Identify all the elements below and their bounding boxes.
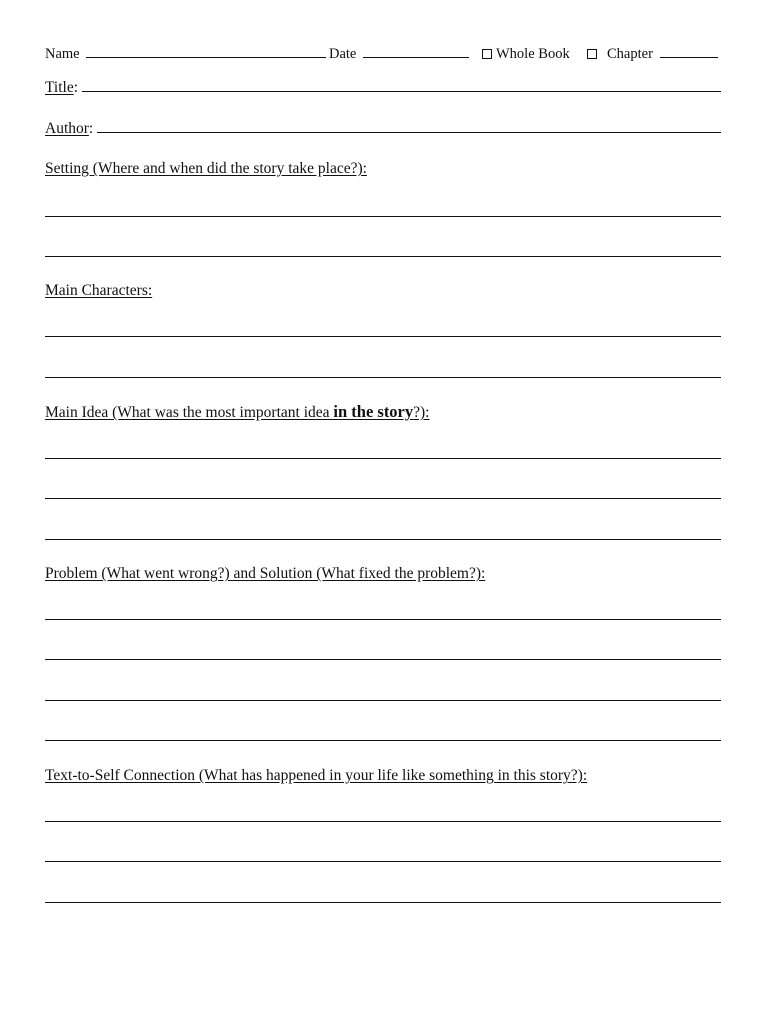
main-idea-answer-line[interactable] — [45, 458, 721, 459]
connection-prompt: Text-to-Self Connection (What has happened in your life like something in this story?): — [45, 767, 588, 784]
setting-answer-line[interactable] — [45, 216, 721, 217]
header-row — [45, 44, 721, 64]
characters-answer-line[interactable] — [45, 377, 721, 378]
main-idea-answer-line[interactable] — [45, 498, 721, 499]
main-idea-prompt-end: ?): — [413, 404, 430, 421]
title-colon: : — [73, 79, 79, 96]
name-blank[interactable] — [86, 44, 326, 58]
chapter-option[interactable] — [587, 44, 718, 64]
main-idea-prompt — [45, 401, 721, 423]
whole-book-checkbox[interactable] — [482, 49, 492, 59]
name-field — [45, 44, 326, 64]
whole-book-label: Whole Book — [496, 46, 570, 62]
whole-book-option[interactable] — [482, 44, 570, 64]
chapter-blank[interactable] — [660, 44, 718, 58]
characters-prompt: Main Characters: — [45, 282, 153, 299]
main-idea-answer-line[interactable] — [45, 539, 721, 540]
main-idea-prompt-start: Main Idea (What was the most important idea — [45, 404, 334, 421]
title-label: Title — [45, 79, 74, 96]
problem-solution-answer-line[interactable] — [45, 700, 721, 701]
main-idea-prompt-emphasis: in the story — [333, 402, 414, 421]
problem-solution-answer-line[interactable] — [45, 619, 721, 620]
title-blank[interactable] — [82, 77, 721, 92]
date-field — [329, 44, 469, 64]
problem-solution-answer-line[interactable] — [45, 740, 721, 741]
author-colon: : — [88, 120, 94, 137]
title-field — [45, 77, 721, 99]
name-label: Name — [45, 46, 80, 62]
setting-prompt: Setting (Where and when did the story take place?): — [45, 160, 367, 177]
characters-answer-line[interactable] — [45, 336, 721, 337]
connection-answer-line[interactable] — [45, 902, 721, 903]
problem-solution-answer-line[interactable] — [45, 659, 721, 660]
setting-answer-line[interactable] — [45, 256, 721, 257]
connection-answer-line[interactable] — [45, 821, 721, 822]
date-blank[interactable] — [363, 44, 469, 58]
author-label: Author — [45, 120, 89, 137]
chapter-checkbox[interactable] — [587, 49, 597, 59]
chapter-label: Chapter — [607, 46, 653, 62]
date-label: Date — [329, 46, 357, 62]
author-field — [45, 118, 721, 140]
problem-solution-prompt: Problem (What went wrong?) and Solution (What fixed the problem?): — [45, 565, 486, 582]
author-blank[interactable] — [97, 118, 721, 133]
connection-answer-line[interactable] — [45, 861, 721, 862]
